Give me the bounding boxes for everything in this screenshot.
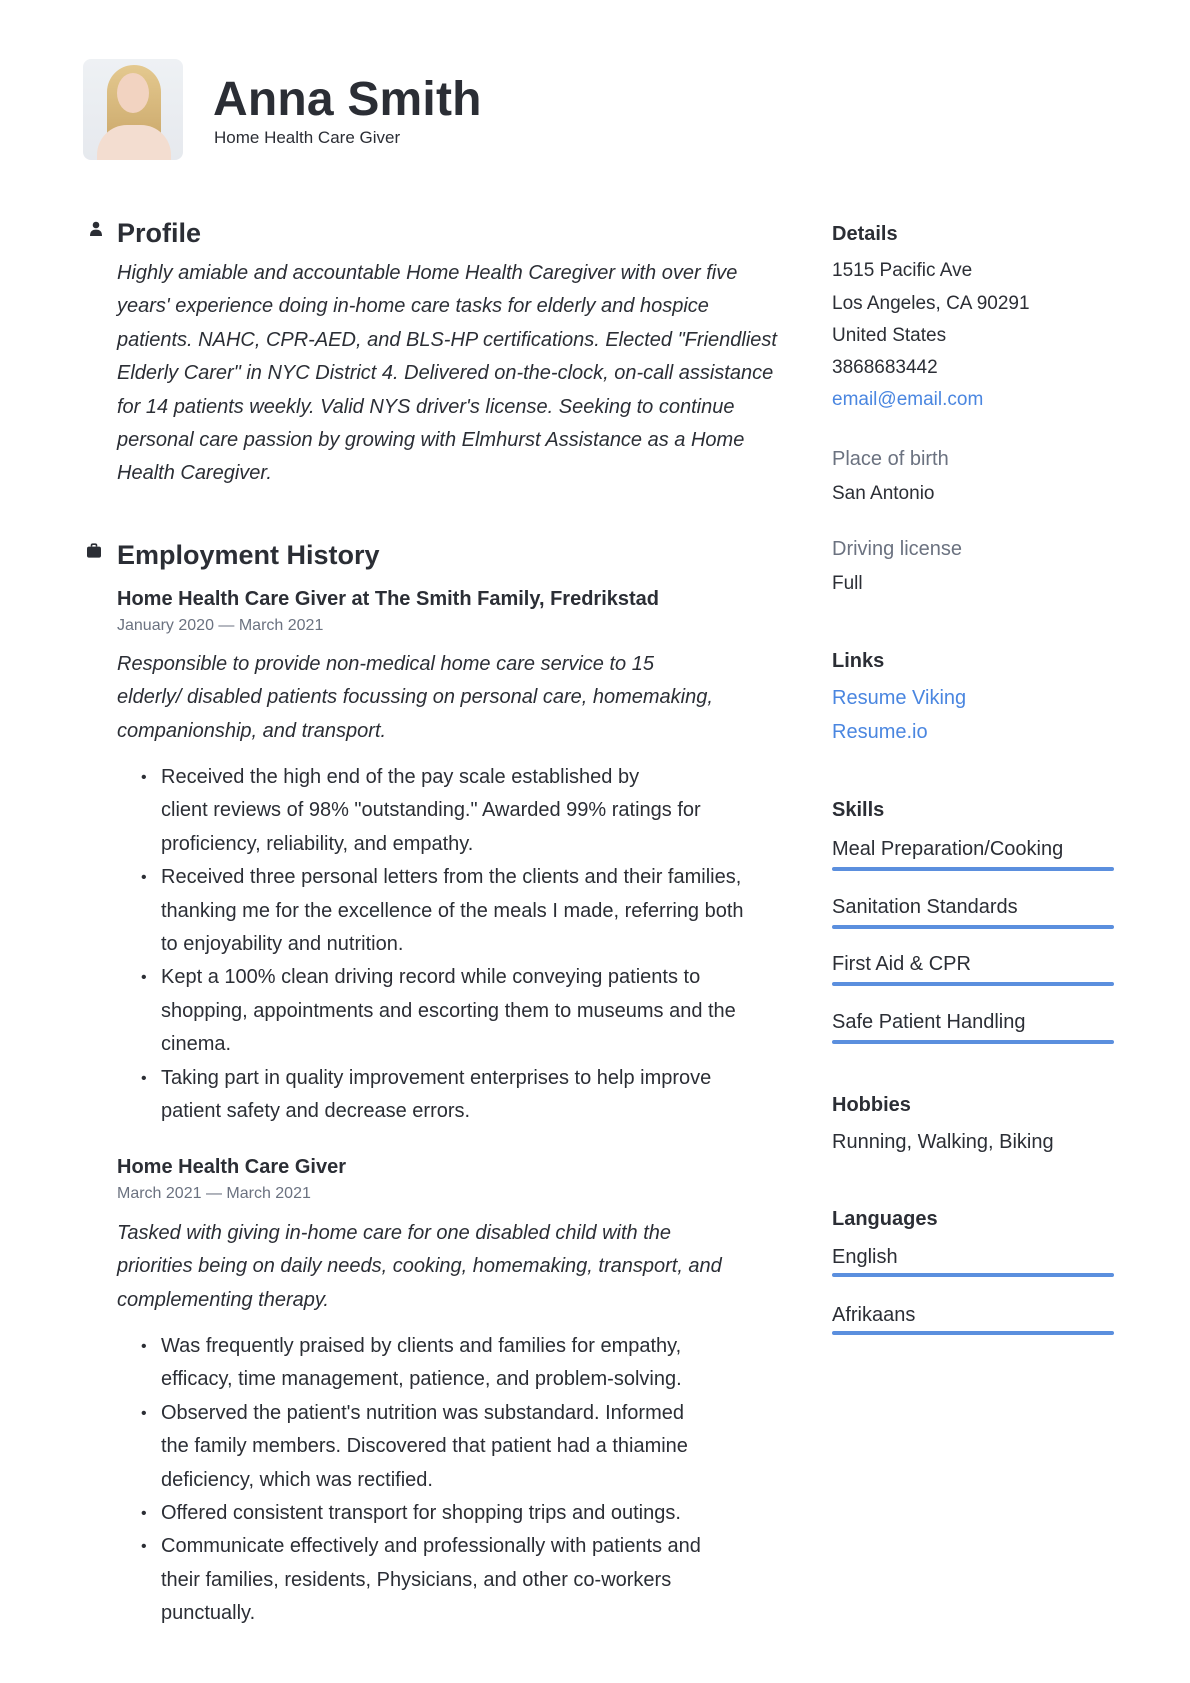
profile-photo: [83, 59, 183, 160]
skills-heading: Skills: [832, 799, 885, 821]
link-resume-io[interactable]: Resume.io: [832, 721, 928, 743]
place-of-birth-label: Place of birth: [832, 448, 949, 470]
country: United States: [832, 325, 947, 346]
place-of-birth-value: San Antonio: [832, 483, 935, 504]
job-summary-line: priorities being on daily needs, cooking, homemaking, transport, and: [117, 1255, 722, 1278]
list-item: • Observed the patient's nutrition was substandard. Informed the family members. Discovered that patient had a thiamine deficiency, which was rectified.: [161, 1397, 797, 1497]
list-item: • Received three personal letters from the clients and their families, thanking me for the excellence of the meals I made, referring both to enjoyability and nutrition.: [161, 861, 797, 961]
list-item: • Received the high end of the pay scale established by client reviews of 98% "outstanding." Awarded 99% ratings for proficiency, reliability, and empathy.: [161, 761, 797, 861]
language-name: Afrikaans: [832, 1304, 916, 1326]
candidate-job-title: Home Health Care Giver: [214, 128, 401, 147]
profile-line: Highly amiable and accountable Home Health Caregiver with over five: [117, 262, 738, 284]
job-summary-line: elderly/ disabled patients focussing on personal care, homemaking,: [117, 686, 713, 709]
language-level-bar: [832, 1331, 1114, 1335]
skill-level-bar: [832, 925, 1114, 929]
profile-line: personal care passion by growing with Elmhurst Assistance as a Home: [117, 429, 745, 452]
list-item: • Offered consistent transport for shopping trips and outings.: [161, 1497, 797, 1530]
job-dates: March 2021 — March 2021: [117, 1185, 311, 1202]
link-resume-viking[interactable]: Resume Viking: [832, 687, 967, 709]
job-achievements: [117, 761, 797, 1128]
skill-name: Safe Patient Handling: [832, 1011, 1026, 1033]
skill-level-bar: [832, 867, 1114, 871]
driving-license-label: Driving license: [832, 538, 963, 560]
profile-line: Health Caregiver.: [117, 462, 272, 485]
skill-name: Meal Preparation/Cooking: [832, 838, 1064, 860]
job-title: Home Health Care Giver at The Smith Family, Fredrikstad: [117, 588, 660, 610]
links-heading: Links: [832, 650, 885, 672]
job-summary-line: complementing therapy.: [117, 1288, 329, 1311]
job-achievements: [117, 1330, 797, 1631]
list-item: • Kept a 100% clean driving record while conveying patients to shopping, appointments and escorting them to museums and the cinema.: [161, 961, 797, 1061]
email-link[interactable]: email@email.com: [832, 389, 984, 410]
job-summary: [117, 648, 797, 748]
profile-line: for 14 patients weekly. Valid NYS driver's license. Seeking to continue: [117, 395, 735, 418]
job-summary: [117, 1217, 797, 1317]
briefcase-icon: [86, 543, 102, 559]
profile-line: years' experience doing in-home care tasks for elderly and hospice: [117, 295, 709, 318]
profile-line: patients. NAHC, CPR-AED, and BLS-HP certifications. Elected "Friendliest: [117, 328, 777, 351]
list-item: • Communicate effectively and professionally with patients and their families, residents, Physicians, and other co-workers punctually.: [161, 1530, 797, 1630]
person-icon: [88, 221, 104, 237]
phone: 3868683442: [832, 357, 938, 378]
job-summary-line: companionship, and transport.: [117, 719, 387, 742]
candidate-name: Anna Smith: [213, 73, 482, 126]
languages-heading: Languages: [832, 1208, 938, 1230]
skill-name: Sanitation Standards: [832, 896, 1018, 918]
job-dates: January 2020 — March 2021: [117, 617, 324, 634]
job-summary-line: Responsible to provide non-medical home care service to 15: [117, 653, 654, 675]
section-heading-profile: Profile: [117, 218, 202, 248]
hobbies-value: Running, Walking, Biking: [832, 1131, 1054, 1153]
list-item: • Was frequently praised by clients and families for empathy, efficacy, time management, patience, and problem-solving.: [161, 1330, 797, 1397]
details-heading: Details: [832, 223, 898, 245]
job-title: Home Health Care Giver: [117, 1156, 346, 1178]
hobbies-heading: Hobbies: [832, 1094, 911, 1116]
skill-name: First Aid & CPR: [832, 953, 971, 975]
language-name: English: [832, 1246, 898, 1268]
driving-license-value: Full: [832, 573, 863, 594]
skill-level-bar: [832, 982, 1114, 986]
section-heading-employment: Employment History: [117, 540, 380, 570]
job-summary-line: Tasked with giving in-home care for one disabled child with the: [117, 1222, 672, 1244]
address-line-1: 1515 Pacific Ave: [832, 260, 973, 281]
skill-level-bar: [832, 1040, 1114, 1044]
list-item: • Taking part in quality improvement enterprises to help improve patient safety and decrease errors.: [161, 1062, 797, 1129]
address-line-2: Los Angeles, CA 90291: [832, 293, 1030, 314]
language-level-bar: [832, 1273, 1114, 1277]
profile-line: Elderly Carer" in NYC District 4. Delivered on-the-clock, on-call assistance: [117, 362, 774, 385]
profile-summary: [117, 257, 797, 491]
